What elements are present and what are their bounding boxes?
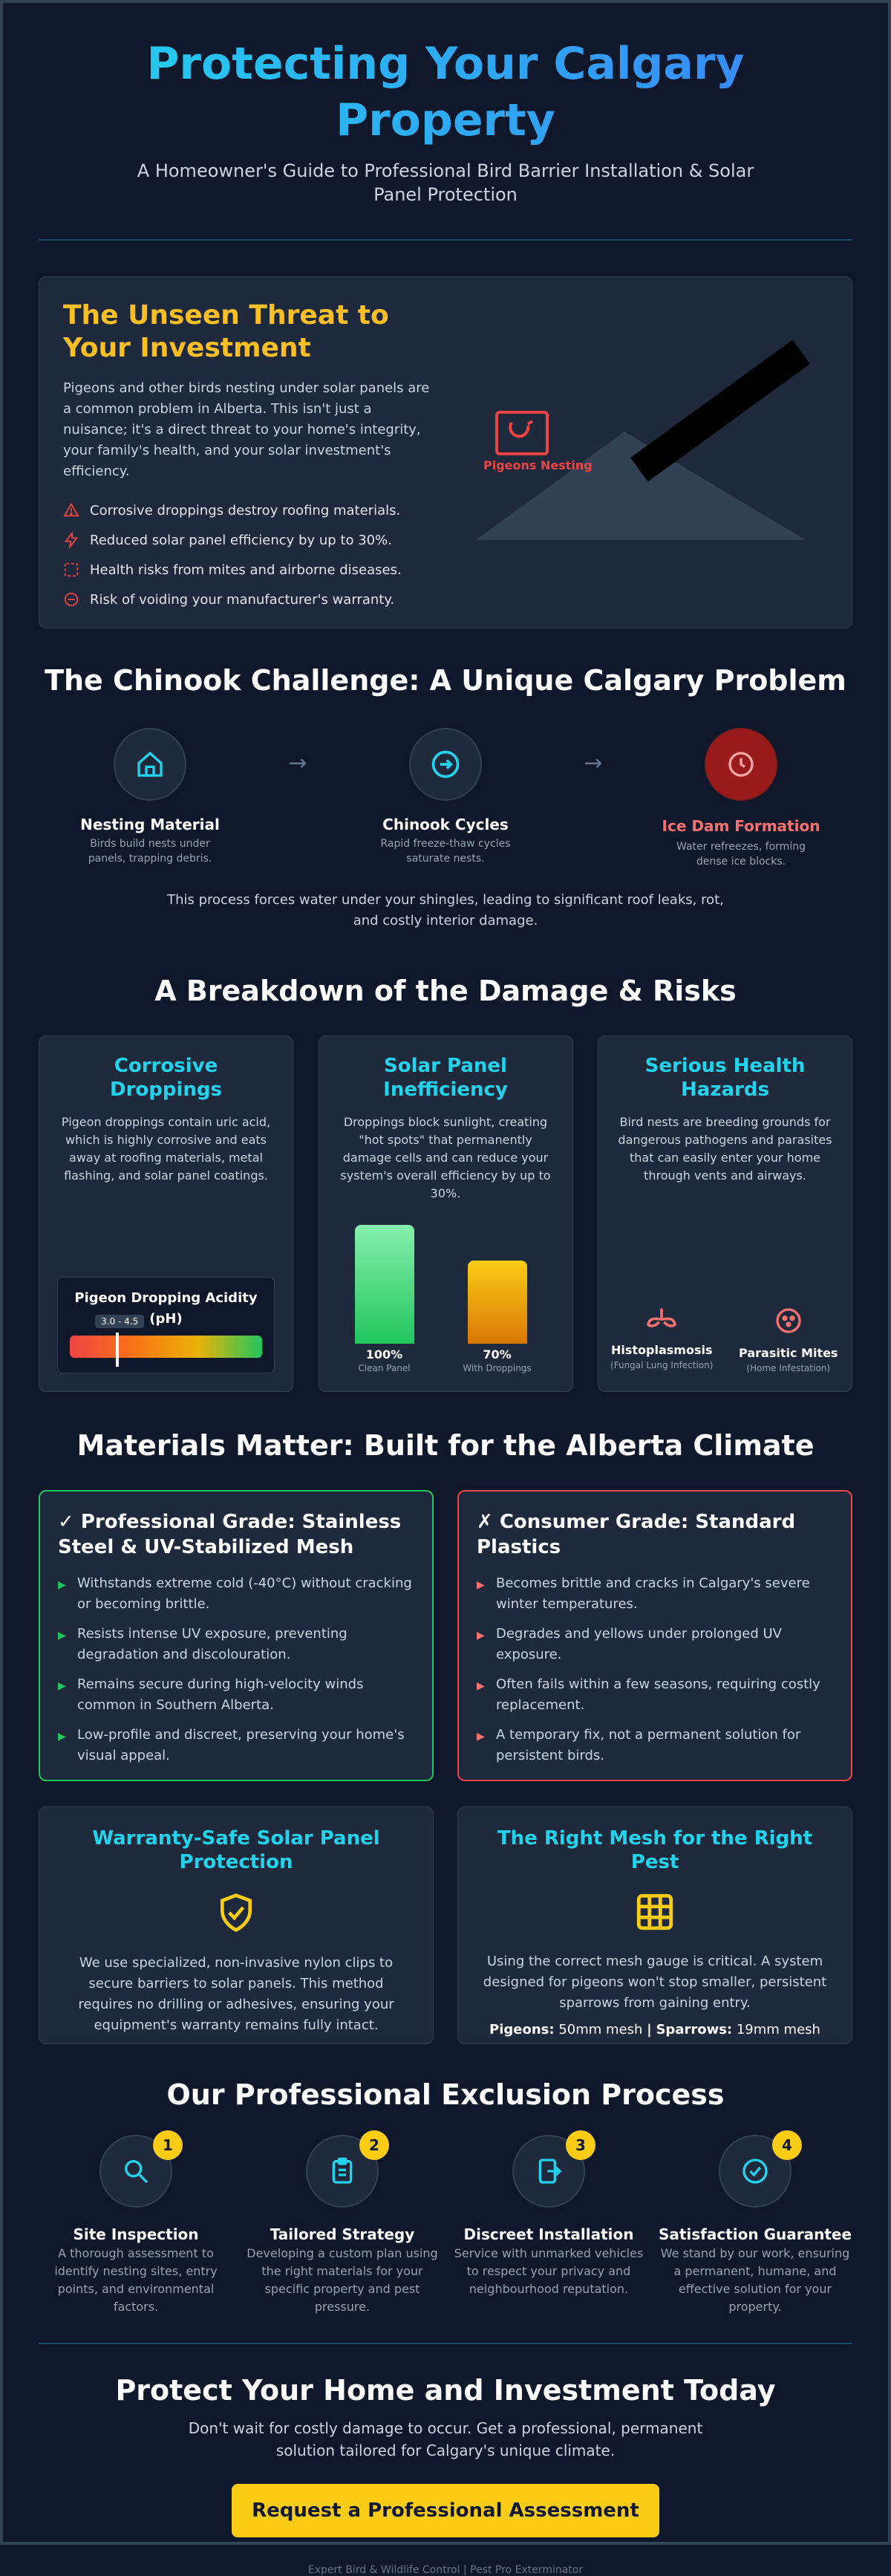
card-text: Using the correct mesh gauge is critical. A system designed for pigeons won't stop smaller, persistent sparrows from gaining entry. [483, 1954, 827, 2011]
process-step-strategy [245, 2135, 440, 2316]
mesh-card [457, 1806, 852, 2044]
list-item [477, 1725, 833, 1766]
step-text: Service with unmarked vehicles to respect your privacy and neighbourhood reputation. [454, 2246, 644, 2296]
materials-title: Materials Matter: Built for the Alberta Climate [76, 1429, 815, 1462]
step-number-badge: 1 [153, 2130, 183, 2160]
pigeons-label: Pigeons: [489, 2022, 555, 2037]
triangle-right-icon: ▶ [477, 1731, 485, 1743]
step-number-badge: 3 [566, 2130, 595, 2160]
process-step-installation [451, 2135, 646, 2316]
card-text: We use specialized, non-invasive nylon clips to secure barriers to solar panels. This method requires no drilling or adhesives, ensuring your equipment's warranty remains fully intact. [78, 1955, 394, 2033]
hazard-sub: (Home Infestation) [746, 1363, 831, 1373]
bar-label: 100% [365, 1347, 403, 1362]
cta-text: Don't wait for costly damage to occur. Get a professional, permanent solution tailored for Calgary's unique climate. [188, 2419, 703, 2459]
pigeons-nesting-label: Pigeons Nesting [483, 458, 593, 472]
card-title: ✓ Professional Grade: Stainless Steel & UV-Stabilized Mesh [58, 1511, 402, 1558]
chinook-title: The Chinook Challenge: A Unique Calgary Problem [45, 664, 846, 697]
mesh-sizes [480, 2020, 829, 2040]
process-section [39, 2077, 852, 2344]
card-text: Pigeon droppings contain uric acid, which is highly corrosive and eats away at roofing materials, metal flashing, and solar panel coatings. [61, 1115, 271, 1183]
step-title: Tailored Strategy [270, 2225, 415, 2243]
step-title: Discreet Installation [463, 2225, 634, 2243]
acidity-marker [116, 1333, 119, 1367]
sparrows-label: Sparrows: [656, 2022, 733, 2037]
check-circle-icon [719, 2135, 792, 2208]
sparrows-value: 19mm mesh [736, 2022, 820, 2037]
item-text: Low-profile and discreet, preserving your home's visual appeal. [77, 1727, 405, 1763]
cycle-arrow-icon [409, 728, 482, 801]
hazard-histoplasmosis [606, 1306, 717, 1373]
item-text: Resists intense UV exposure, preventing degradation and discolouration. [77, 1626, 347, 1662]
breakdown-section [39, 973, 852, 1392]
threat-item-text: Reduced solar panel efficiency by up to 30%. [90, 532, 392, 548]
triangle-right-icon: ▶ [58, 1630, 66, 1642]
step-text: Rapid freeze-thaw cycles saturate nests. [380, 838, 511, 865]
threat-title: The Unseen Threat to Your Investment [63, 300, 389, 363]
step-text: Birds build nests under panels, trapping debris. [88, 838, 212, 865]
hero [39, 3, 852, 241]
home-icon [114, 728, 186, 801]
triangle-right-icon: ▶ [58, 1731, 66, 1743]
threat-item-text: Health risks from mites and airborne diseases. [90, 562, 402, 578]
step-text: We stand by our work, ensuring a permanent, humane, and effective solution for your property. [660, 2246, 850, 2314]
item-text: Often fails within a few seasons, requiring costly replacement. [496, 1676, 820, 1713]
item-text: Becomes brittle and cracks in Calgary's severe winter temperatures. [496, 1575, 810, 1612]
bug-icon [774, 1306, 803, 1336]
card-title: Serious Health Hazards [644, 1055, 806, 1101]
card-title: Warranty-Safe Solar Panel Protection [92, 1827, 380, 1873]
page-subtitle: A Homeowner's Guide to Professional Bird Barrier Installation & Solar Panel Protection [137, 160, 754, 205]
bar-sublabel: With Droppings [463, 1363, 532, 1373]
clipboard-icon [306, 2135, 379, 2208]
materials-section [39, 1428, 852, 2044]
clock-icon [705, 728, 777, 801]
grid-mesh-icon [480, 1890, 829, 1936]
efficiency-chart [319, 1195, 572, 1373]
arrow-right-icon: → [288, 750, 307, 776]
item-text: A temporary fix, not a permanent solution for persistent birds. [496, 1727, 801, 1763]
list-item [58, 1624, 414, 1665]
list-item [63, 525, 434, 555]
consumer-grade-card [457, 1490, 852, 1781]
process-step-inspection [39, 2135, 233, 2316]
acidity-range-label: 3.0 - 4.5 [95, 1315, 144, 1328]
health-card [598, 1035, 852, 1392]
divider [39, 239, 852, 241]
step-text: A thorough assessment to identify nesting sites, entry points, and environmental factors. [54, 2246, 218, 2314]
list-item [58, 1573, 414, 1615]
step-title: Chinook Cycles [382, 816, 509, 833]
chinook-step-ice-dam [630, 728, 852, 869]
ban-icon [63, 591, 79, 608]
step-text: Water refreezes, forming dense ice blocks. [676, 841, 806, 868]
bar-sublabel: Clean Panel [358, 1363, 411, 1373]
warning-icon [63, 502, 79, 518]
threat-description: Pigeons and other birds nesting under solar panels are a common problem in Alberta. This isn't just a nuisance; it's a direct threat to your home's integrity, your family's health, and your solar investment's efficiency. [63, 380, 430, 479]
list-item [63, 495, 434, 525]
chinook-step-nesting [39, 728, 261, 866]
cta-title: Protect Your Home and Investment Today [115, 2374, 776, 2407]
page-title: Protecting Your Calgary Property [39, 36, 852, 149]
acidity-bar [70, 1316, 262, 1358]
threat-item-text: Corrosive droppings destroy roofing materials. [90, 502, 401, 518]
footer: Expert Bird & Wildlife Control | Pest Pro Exterminator [307, 2564, 584, 2576]
warranty-card [39, 1806, 434, 2044]
process-title: Our Professional Exclusion Process [166, 2078, 725, 2111]
card-text: Droppings block sunlight, creating "hot spots" that permanently damage cells and can reduce your system's overall efficiency by up to 30%. [340, 1115, 551, 1200]
bar-clean-panel [355, 1225, 414, 1344]
arrow-right-icon: → [584, 750, 603, 776]
threat-card [39, 276, 852, 628]
professional-grade-card [39, 1490, 434, 1781]
bolt-icon [63, 532, 79, 548]
list-item [63, 555, 434, 585]
step-title: Satisfaction Guarantee [658, 2225, 852, 2243]
step-title: Site Inspection [73, 2225, 199, 2243]
item-text: Withstands extreme cold (-40°C) without cracking or becoming brittle. [77, 1575, 412, 1612]
acidity-title: Pigeon Dropping Acidity (pH) [74, 1290, 258, 1327]
separator: | [647, 2022, 652, 2037]
triangle-right-icon: ▶ [58, 1680, 66, 1692]
threat-list [63, 495, 434, 614]
door-exit-icon [512, 2135, 585, 2208]
bar-label: 70% [483, 1347, 512, 1362]
acidity-scale [57, 1277, 275, 1373]
list-item [477, 1573, 833, 1615]
step-number-badge: 2 [359, 2130, 389, 2160]
card-title: The Right Mesh for the Right Pest [497, 1827, 813, 1873]
search-icon [99, 2135, 172, 2208]
cta-section [39, 2374, 852, 2576]
step-text: Developing a custom plan using the right materials for your specific property and pest pressure. [247, 2246, 438, 2314]
card-title: Solar Panel Inefficiency [383, 1055, 508, 1101]
pigeons-value: 50mm mesh [558, 2022, 643, 2037]
hazard-mites [733, 1306, 844, 1373]
hazard-sub: (Fungal Lung Infection) [610, 1360, 714, 1370]
divider [39, 2343, 852, 2344]
list-item [63, 585, 434, 614]
chinook-section [39, 663, 852, 931]
biohazard-icon [63, 562, 79, 578]
step-title: Nesting Material [80, 816, 220, 833]
step-title: Ice Dam Formation [662, 817, 820, 835]
item-text: Remains secure during high-velocity winds common in Southern Alberta. [77, 1676, 364, 1713]
card-text: Bird nests are breeding grounds for dangerous pathogens and parasites that can easily enter your home through vents and airways. [618, 1115, 832, 1183]
triangle-right-icon: ▶ [477, 1680, 485, 1692]
triangle-right-icon: ▶ [477, 1579, 485, 1591]
shield-check-icon [62, 1892, 411, 1936]
list-item [477, 1674, 833, 1716]
card-title: ✗ Consumer Grade: Standard Plastics [477, 1511, 796, 1558]
item-text: Degrades and yellows under prolonged UV exposure. [496, 1626, 782, 1662]
hazard-name: Histoplasmosis [611, 1343, 713, 1357]
step-number-badge: 4 [772, 2130, 802, 2160]
breakdown-title: A Breakdown of the Damage & Risks [154, 975, 737, 1007]
roof-illustration-graphic [434, 299, 806, 604]
triangle-right-icon: ▶ [477, 1630, 485, 1642]
threat-item-text: Risk of voiding your manufacturer's warranty. [90, 591, 395, 608]
chinook-step-cycles [334, 728, 557, 866]
corrosive-card [39, 1035, 293, 1392]
request-assessment-button[interactable]: Request a Professional Assessment [232, 2484, 659, 2537]
chinook-note: This process forces water under your shingles, leading to significant roof leaks, rot, and costly interior damage. [167, 892, 724, 928]
solar-card [319, 1035, 573, 1392]
roof-illustration [434, 299, 828, 605]
list-item [58, 1725, 414, 1766]
lungs-icon [645, 1306, 678, 1333]
bar-with-droppings [468, 1261, 527, 1344]
list-item [477, 1624, 833, 1665]
hazard-name: Parasitic Mites [739, 1346, 838, 1360]
triangle-right-icon: ▶ [58, 1579, 66, 1591]
list-item [58, 1674, 414, 1716]
process-step-guarantee [658, 2135, 852, 2316]
card-title: Corrosive Droppings [110, 1055, 222, 1101]
